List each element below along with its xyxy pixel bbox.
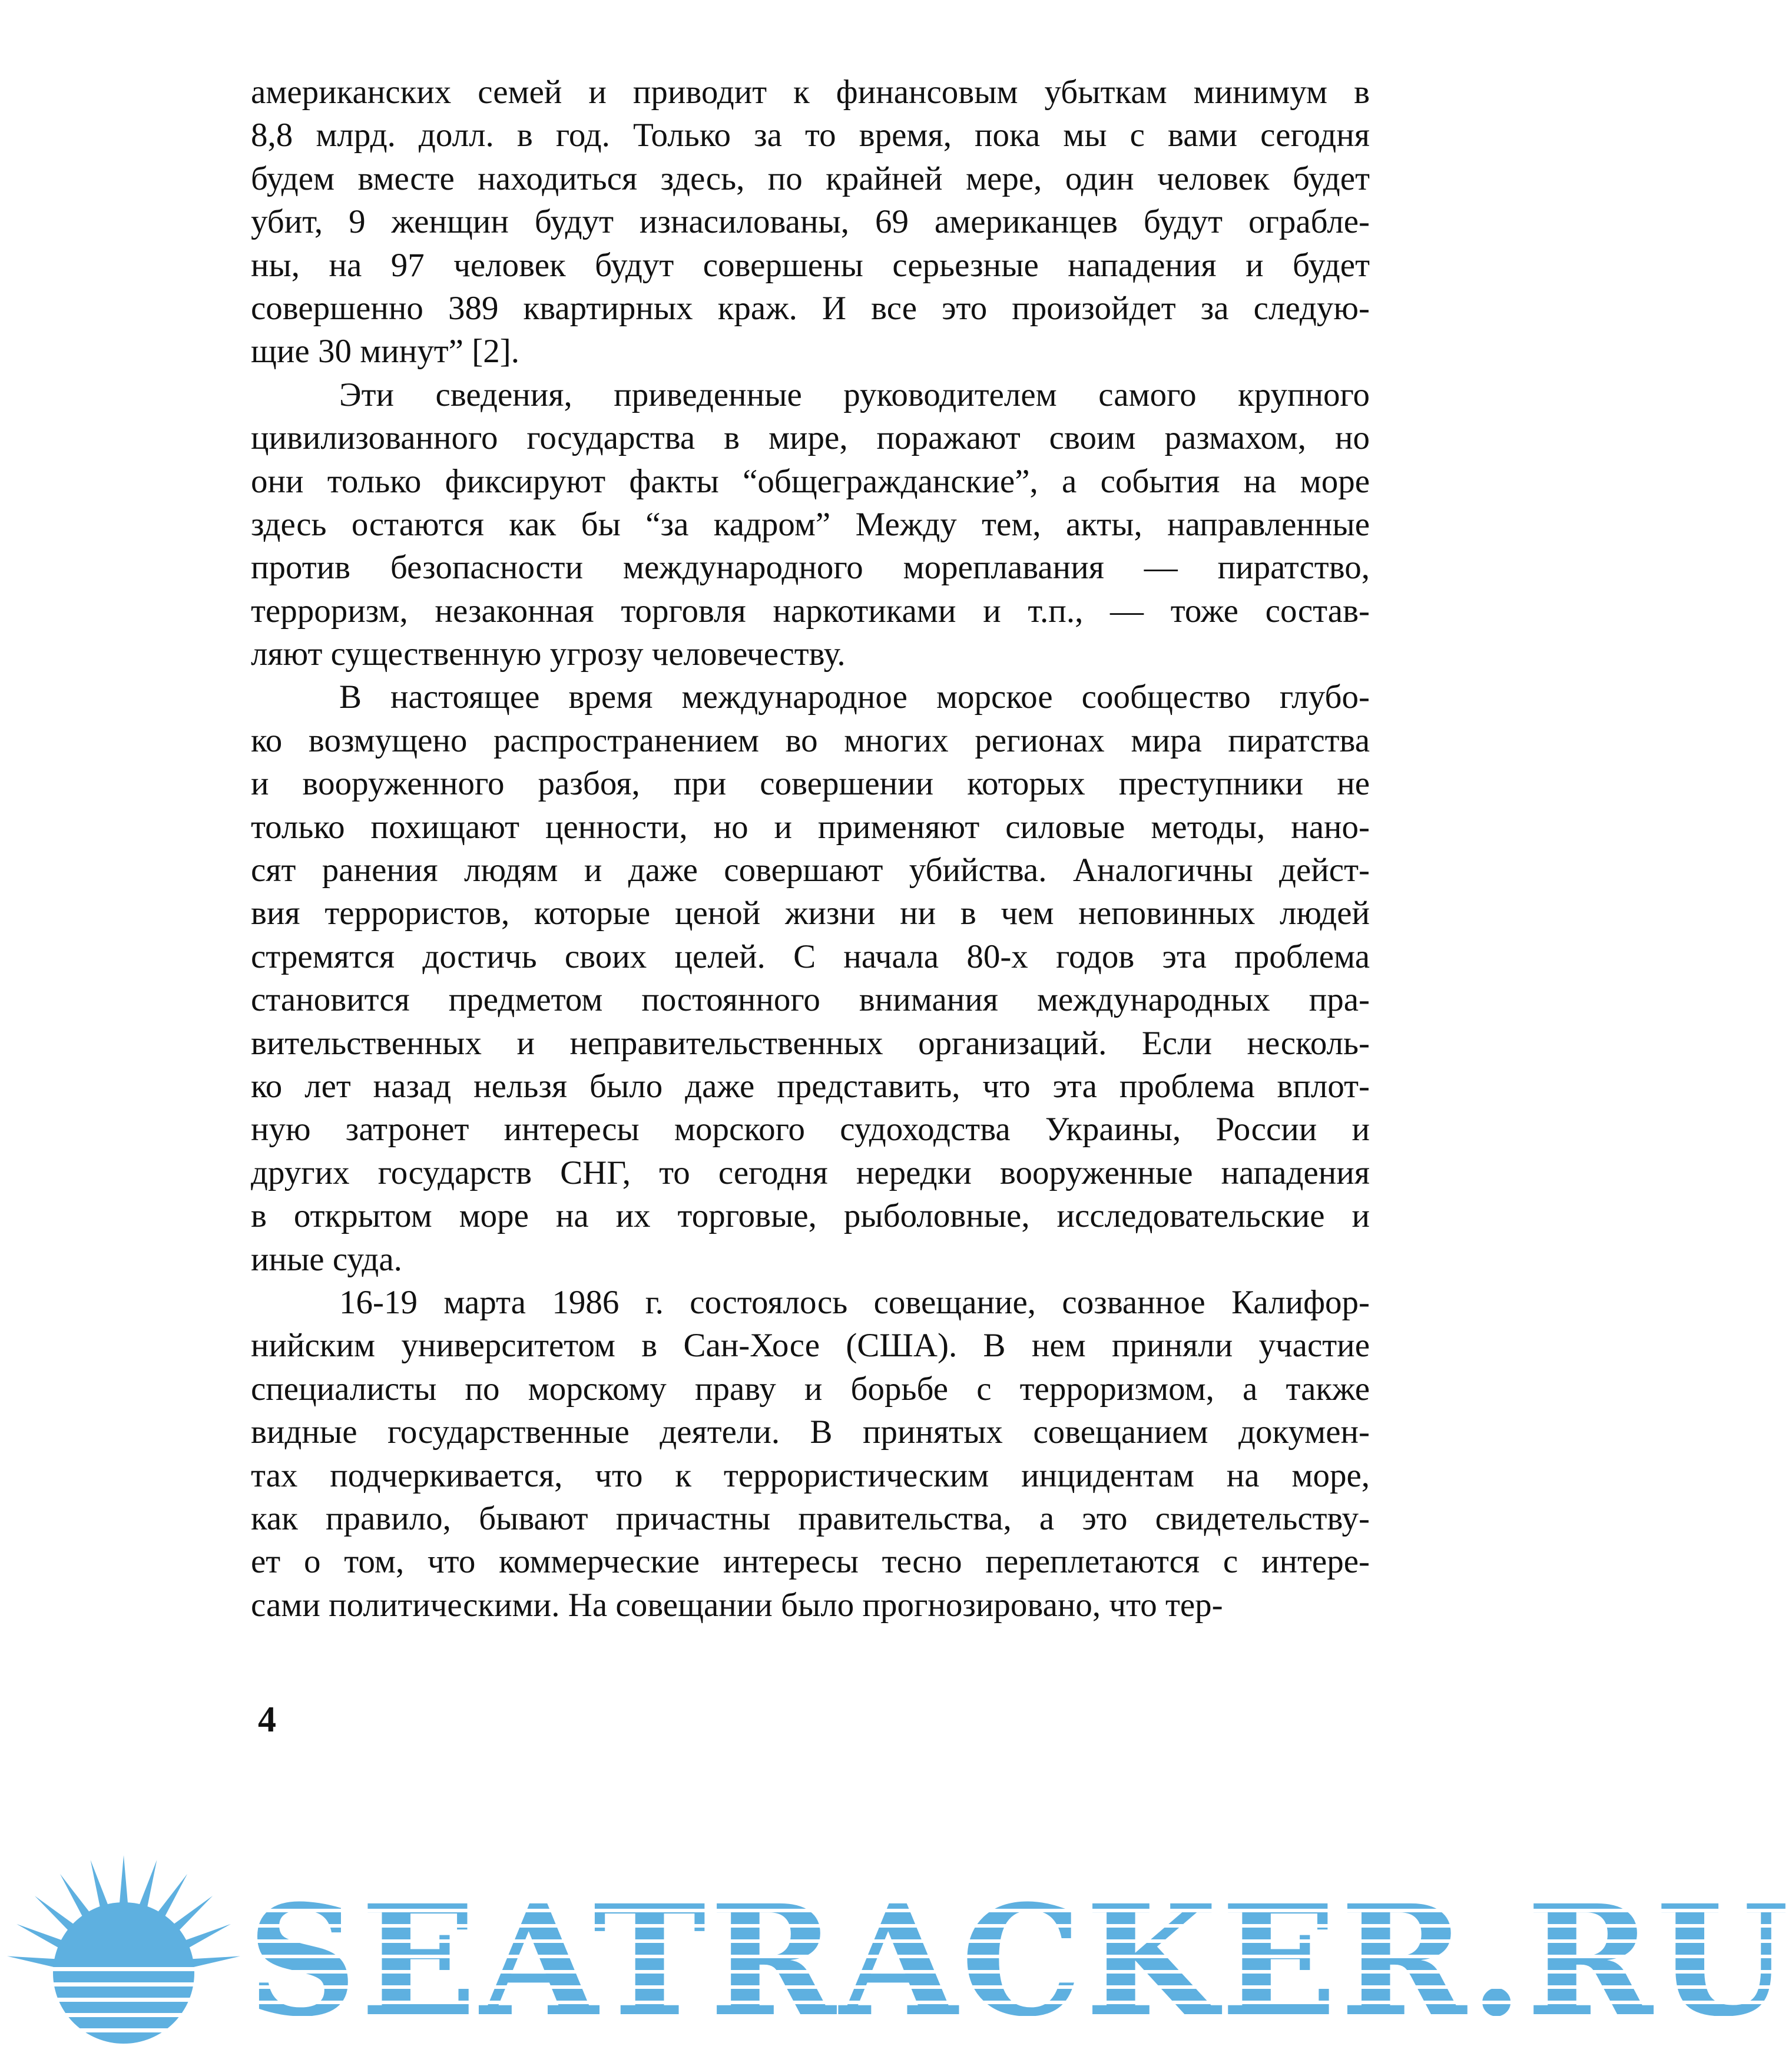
text-line: сят ранения людям и даже совершают убийства. Аналогичны дейст- [251, 852, 1370, 889]
text-line: ную затронет интересы морского судоходства Украины, России и [251, 1111, 1370, 1148]
text-line: стремятся достичь своих целей. С начала 80-х годов эта проблема [251, 938, 1370, 975]
sun-icon [6, 1837, 241, 2055]
text-line: иные суда. [251, 1240, 402, 1278]
text-line: американских семей и приводит к финансовым убыткам минимум в [251, 74, 1370, 111]
page-number: 4 [258, 1700, 276, 1740]
text-line: 16-19 марта 1986 г. состоялось совещание, созванное Калифор- [339, 1283, 1370, 1321]
text-line: ко лет назад нельзя было даже представить, что эта проблема вплот- [251, 1067, 1370, 1105]
text-line: вия террористов, которые ценой жизни ни в чем неповинных людей [251, 895, 1370, 932]
text-line: сами политическими. На совещании было прогнозировано, что тер- [251, 1586, 1223, 1624]
text-line: они только фиксируют факты “общегражданские”, а события на море [251, 462, 1370, 500]
text-line: терроризм, незаконная торговля наркотиками и т.п., — тоже состав- [251, 592, 1370, 630]
sun-stripe [6, 1982, 241, 1986]
text-line: специалисты по морскому праву и борьбе с терроризмом, а также [251, 1370, 1370, 1408]
paragraph [251, 373, 1370, 676]
text-line: и вооруженного разбоя, при совершении которых преступники не [251, 765, 1370, 803]
watermark-text: SEATRACKER.RU [247, 1872, 1792, 2050]
sun-stripe [6, 2028, 241, 2032]
watermark [0, 1832, 1792, 2066]
text-line: цивилизованного государства в мире, поражают своим размахом, но [251, 419, 1370, 457]
text-line: только похищают ценности, но и применяют силовые методы, нано- [251, 808, 1370, 846]
sun-stripe [6, 1967, 241, 1971]
paragraph [251, 676, 1370, 1280]
text-line: совершенно 389 квартирных краж. И все это произойдет за следую- [251, 289, 1370, 327]
text-line: нийским университетом в Сан-Хосе (США). В нем приняли участие [251, 1327, 1370, 1365]
text-line: других государств СНГ, то сегодня нередки вооруженные нападения [251, 1154, 1370, 1191]
text-line: вительственных и неправительственных организаций. Если несколь- [251, 1024, 1370, 1062]
text-line: становится предметом постоянного внимания международных пра- [251, 981, 1370, 1019]
text-line: против безопасности международного мореплавания — пиратство, [251, 549, 1370, 587]
text-line: ляют существенную угрозу человечеству. [251, 635, 846, 673]
text-line: убит, 9 женщин будут изнасилованы, 69 американцев будут ограбле- [251, 203, 1370, 241]
paragraph [251, 1281, 1370, 1627]
sun-disc [53, 1902, 194, 2044]
sun-stripe [6, 2013, 241, 2017]
text-line: щие 30 минут” [2]. [251, 333, 519, 370]
paragraph [251, 71, 1370, 373]
text-line: тах подчеркивается, что к террористическим инцидентам на море, [251, 1456, 1370, 1494]
main-text [251, 71, 1370, 1627]
sun-stripe [6, 2044, 241, 2048]
text-line: ны, на 97 человек будут совершены серьезные нападения и будет [251, 246, 1370, 284]
sun-stripe [6, 1998, 241, 2002]
text-line: как правило, бывают причастны правительства, а это свидетельству- [251, 1499, 1370, 1537]
text-line: в открытом море на их торговые, рыболовные, исследовательские и [251, 1197, 1370, 1235]
text-line: 8,8 млрд. долл. в год. Только за то время, пока мы с вами сегодня [251, 117, 1370, 154]
text-line: В настоящее время международное морское сообщество глубо- [339, 678, 1370, 716]
text-line: будем вместе находиться здесь, по крайней мере, один человек будет [251, 160, 1370, 197]
text-line: ко возмущено распространением во многих регионах мира пиратства [251, 721, 1370, 759]
text-line: видные государственные деятели. В принятых совещанием докумен- [251, 1413, 1370, 1451]
text-line: Эти сведения, приведенные руководителем самого крупного [339, 376, 1370, 413]
text-line: здесь остаются как бы “за кадром” Между тем, акты, направленные [251, 505, 1370, 543]
text-line: ет о том, что коммерческие интересы тесно переплетаются с интере- [251, 1543, 1370, 1581]
